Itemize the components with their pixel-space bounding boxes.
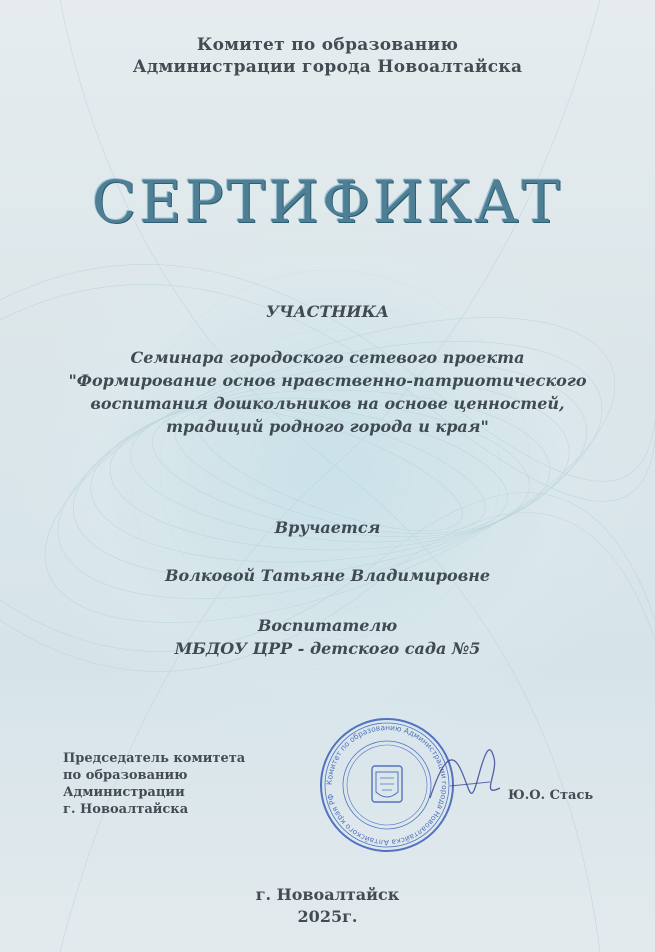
issuer-line-1: Комитет по образованию — [196, 35, 459, 55]
signer-line-4: г. Новоалтайска — [63, 802, 189, 817]
footer-year: 2025г. — [297, 907, 358, 926]
awarded-label: Вручается — [274, 518, 381, 537]
certificate-title: СЕРТИФИКАТ — [91, 168, 564, 236]
recipient-name: Волковой Татьяне Владимировне — [164, 566, 491, 585]
event-line-1: Семинара городоского сетевого проекта — [130, 348, 525, 367]
footer-location — [0, 884, 655, 928]
signature-mark — [420, 738, 510, 818]
signer-name: Ю.О. Стась — [508, 788, 594, 803]
issuer-line-2: Администрации города Новоалтайска — [132, 57, 523, 77]
event-description — [20, 346, 635, 438]
footer-city: г. Новоалтайск — [255, 885, 400, 904]
role-line-1: Воспитателю — [257, 616, 398, 635]
event-line-3: воспитания дошкольников на основе ценностей, — [90, 394, 565, 413]
signer-line-2: по образованию — [63, 768, 188, 783]
issuer-header — [0, 34, 655, 78]
signer-title — [63, 750, 245, 818]
event-line-4: традиций родного города и края" — [166, 417, 489, 436]
certificate-subtitle: УЧАСТНИКА — [265, 302, 390, 321]
role-line-2: МБДОУ ЦРР - детского сада №5 — [174, 639, 481, 658]
signer-line-3: Администрации — [63, 785, 185, 800]
seal-text: Комитет по образованию Администрации города Новоалтайска Алтайского края РФ — [324, 722, 450, 848]
event-line-2: "Формирование основ нравственно-патриотического — [68, 371, 587, 390]
recipient-role — [0, 614, 655, 660]
signer-line-1: Председатель комитета — [63, 751, 246, 766]
